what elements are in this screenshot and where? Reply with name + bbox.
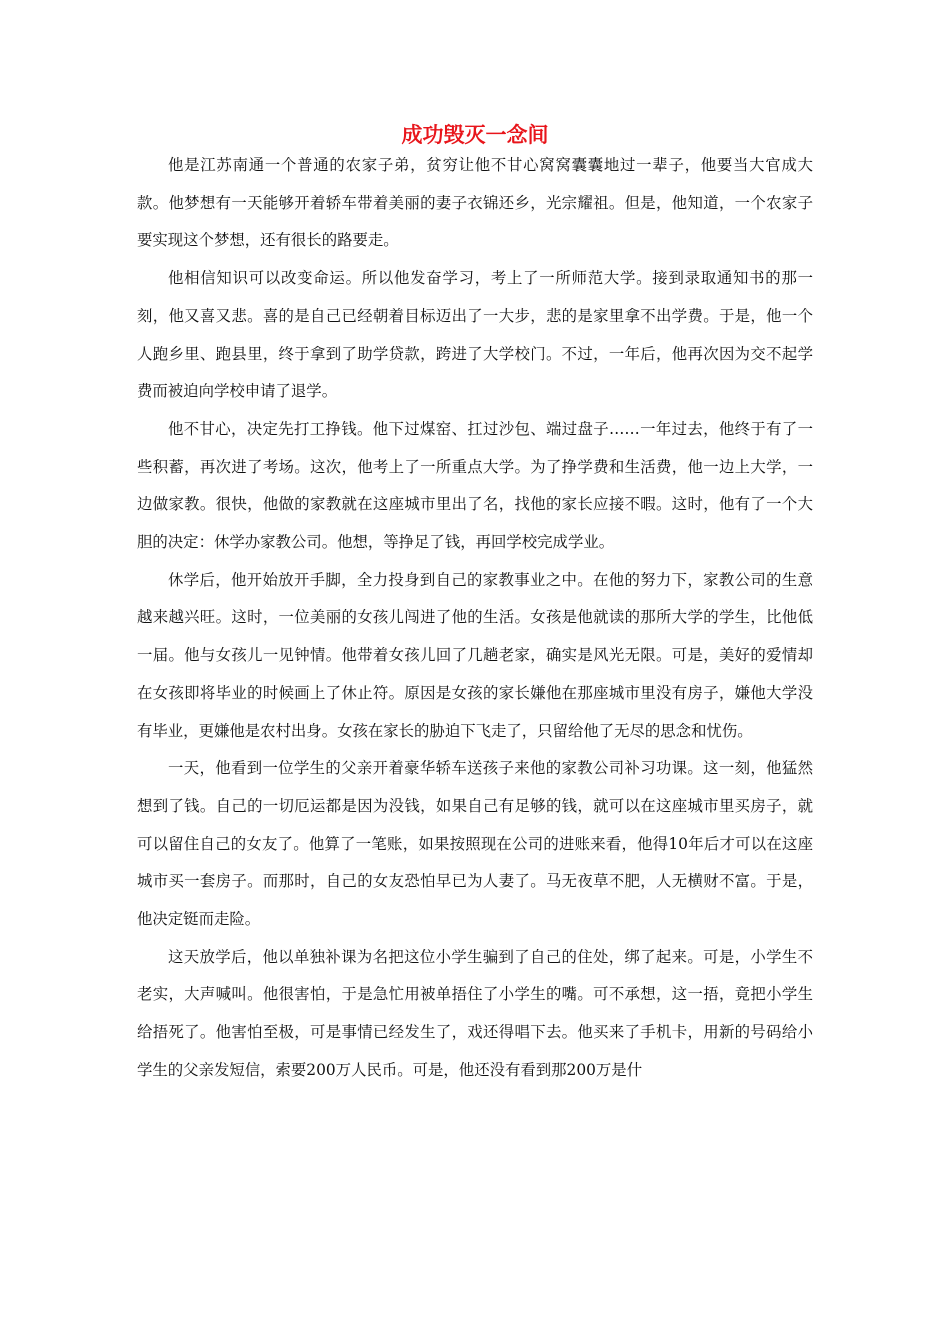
paragraph-6: 这天放学后，他以单独补课为名把这位小学生骗到了自己的住处，绑了起来。可是，小学生不老实，大声喊叫。他很害怕，于是急忙用被单捂住了小学生的嘴。可不承想，这一捂，竟把小学生给捂死了。他害怕至极，可是事情已经发生了，戏还得唱下去。他买来了手机卡，用新的号码给小学生的父亲发短信，索要200万人民币。可是，他还没有看到那200万是什	[137, 947, 813, 1079]
paragraph-3: 他不甘心，决定先打工挣钱。他下过煤窑、扛过沙包、端过盘子……一年过去，他终于有了一些积蓄，再次进了考场。这次，他考上了一所重点大学。为了挣学费和生活费，他一边上大学，一边做家教。很快，他做的家教就在这座城市里出了名，找他的家长应接不暇。这时，他有了一个大胆的决定：休学办家教公司。他想，等挣足了钱，再回学校完成学业。	[137, 419, 813, 552]
document-title: 成功毁灭一念间	[401, 123, 549, 147]
paragraph-1: 他是江苏南通一个普通的农家子弟，贫穷让他不甘心窝窝囊囊地过一辈子，他要当大官成大款。他梦想有一天能够开着轿车带着美丽的妻子衣锦还乡，光宗耀祖。但是，他知道，一个农家子要实现这个梦想，还有很长的路要走。	[137, 156, 813, 250]
document-body	[137, 147, 813, 1090]
paragraph-4: 休学后，他开始放开手脚，全力投身到自己的家教事业之中。在他的努力下，家教公司的生意越来越兴旺。这时，一位美丽的女孩儿闯进了他的生活。女孩是他就读的那所大学的学生，比他低一届。他与女孩儿一见钟情。他带着女孩儿回了几趟老家，确实是风光无限。可是，美好的爱情却在女孩即将毕业的时候画上了休止符。原因是女孩的家长嫌他在那座城市里没有房子，嫌他大学没有毕业，更嫌他是农村出身。女孩在家长的胁迫下飞走了，只留给他了无尽的思念和忧伤。	[137, 570, 813, 740]
paragraph-5: 一天，他看到一位学生的父亲开着豪华轿车送孩子来他的家教公司补习功课。这一刻，他猛然想到了钱。自己的一切厄运都是因为没钱，如果自己有足够的钱，就可以在这座城市里买房子，就可以留住自己的女友了。他算了一笔账，如果按照现在公司的进账来看，他得10年后才可以在这座城市买一套房子。而那时，自己的女友恐怕早已为人妻了。马无夜草不肥，人无横财不富。于是，他决定铤而走险。	[137, 759, 813, 929]
paragraph-2: 他相信知识可以改变命运。所以他发奋学习，考上了一所师范大学。接到录取通知书的那一刻，他又喜又悲。喜的是自己已经朝着目标迈出了一大步，悲的是家里拿不出学费。于是，他一个人跑乡里、跑县里，终于拿到了助学贷款，跨进了大学校门。不过，一年后，他再次因为交不起学费而被迫向学校申请了退学。	[137, 269, 813, 401]
